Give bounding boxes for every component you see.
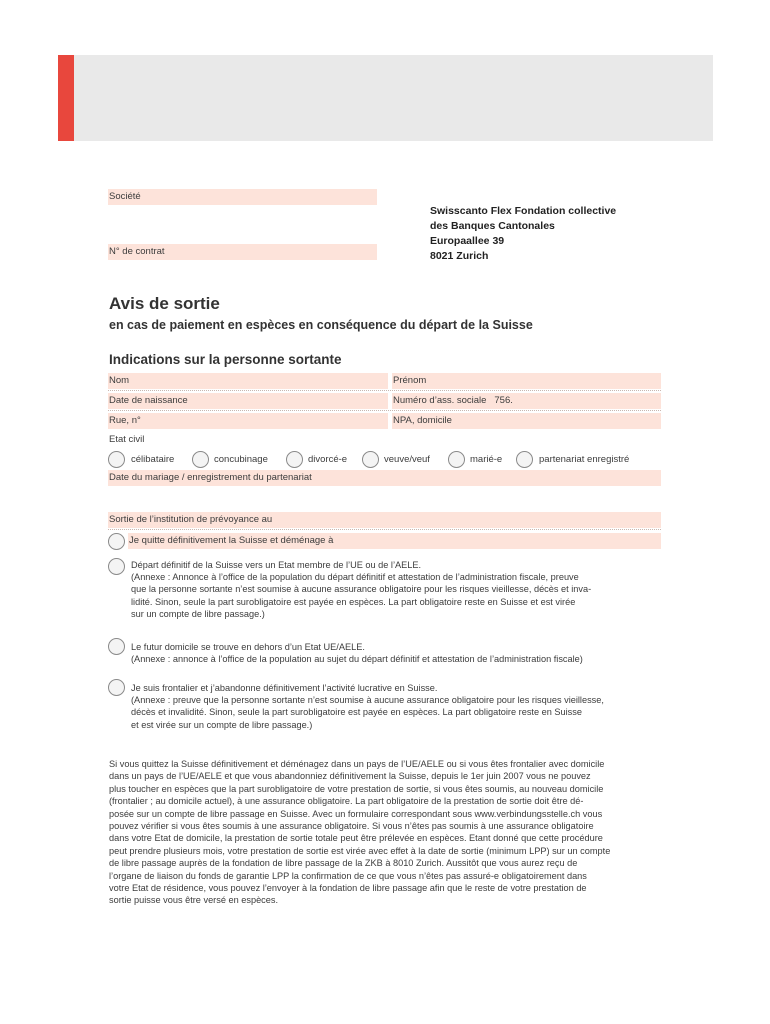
address-line: des Banques Cantonales: [430, 220, 555, 232]
date-mariage-field[interactable]: [108, 470, 661, 486]
option-line: (Annexe : Annonce à l’office de la population du départ définitif et attestation de l’administration fiscale, preuve: [131, 572, 579, 583]
info-line: sortie puisse vous être versé en espèces.: [109, 895, 279, 906]
info-line: plus toucher en espèces que la part surobligatoire de votre prestation de sortie, si vous êtes soumis, au nouveau domicile: [109, 783, 604, 794]
date-naissance-label: Date de naissance: [109, 395, 188, 406]
info-line: Si vous quittez la Suisse définitivement et déménagez dans un pays de l’UE/AELE ou si vous êtes frontalier avec domicile: [109, 759, 605, 769]
quit-label: Je quitte définitivement la Suisse et déménage à: [129, 535, 334, 546]
recipient-address: [430, 204, 616, 264]
status-label: veuve/veuf: [384, 454, 430, 465]
option-frontalier-text: [131, 682, 604, 731]
info-line: l’organe de liaison du fonds de garantie LPP la confirmation de ce que vous n’êtes pas assuré-e obligatoirement dans: [109, 870, 587, 881]
status-label: célibataire: [131, 454, 175, 465]
npa-label: NPA, domicile: [393, 415, 452, 426]
option-line: lidité. Sinon, seule la part surobligatoire est payée en espèces. La part obligatoire reste en Suisse et est virée: [131, 596, 576, 607]
radio-option-frontalier[interactable]: [108, 679, 125, 696]
info-line: pouvez vérifier si vous êtes soumis à une assurance obligatoire. Si vous n’êtes pas soumis à une assurance obligatoire: [109, 821, 594, 832]
section-title-person: Indications sur la personne sortante: [109, 352, 342, 367]
option-hors-ue-text: [131, 641, 583, 665]
prenom-field[interactable]: [392, 373, 661, 389]
etat-civil-label: Etat civil: [109, 434, 145, 445]
page-title: Avis de sortie: [109, 294, 220, 313]
address-line: 8021 Zurich: [430, 250, 489, 262]
option-line: (Annexe : annonce à l’office de la population au sujet du départ définitif et attestation de l’administration fiscale): [131, 654, 583, 665]
status-label: marié-e: [470, 454, 503, 465]
npa-field[interactable]: [392, 413, 661, 429]
nom-field[interactable]: [108, 373, 388, 389]
radio-marie[interactable]: [448, 451, 465, 468]
brand-bar: [58, 55, 74, 141]
option-line: (Annexe : preuve que la personne sortante n’est soumise à aucune assurance obligatoire pour les risques vieillesse,: [131, 695, 604, 706]
option-line: que la personne sortante n’est soumise à aucune assurance obligatoire pour les risques vieillesse, décès et inva-: [131, 584, 592, 595]
page-subtitle: en cas de paiement en espèces en conséquence du départ de la Suisse: [109, 318, 533, 332]
radio-partenariat[interactable]: [516, 451, 533, 468]
numero-avs-label: Numéro d’ass. sociale 756.: [393, 395, 513, 406]
radio-concubinage[interactable]: [192, 451, 209, 468]
societe-field[interactable]: [108, 189, 377, 205]
radio-divorce[interactable]: [286, 451, 303, 468]
date-naissance-field[interactable]: [108, 393, 388, 409]
divider: [108, 529, 661, 530]
option-ue-aele-text: [131, 559, 591, 620]
status-label: partenariat enregistré: [539, 454, 630, 465]
sortie-label: Sortie de l’institution de prévoyance au: [109, 514, 273, 525]
info-line: (frontalier ; au domicile actuel), à une assurance obligatoire. La part obligatoire de la prestation de sortie doit être dé-: [109, 796, 584, 807]
info-line: dans un pays de l’UE/AELE et que vous abandonniez définitivement la Suisse, depuis le 1er juin 2007 vous ne pouvez: [109, 771, 591, 782]
option-line: sur un compte de libre passage.): [131, 608, 265, 619]
divider: [108, 390, 661, 391]
option-line: Le futur domicile se trouve en dehors d’un Etat UE/AELE.: [131, 642, 365, 652]
contrat-field[interactable]: [108, 244, 377, 260]
contrat-label: N° de contrat: [109, 246, 165, 257]
status-label: concubinage: [214, 454, 268, 465]
radio-quit-switzerland[interactable]: [108, 533, 125, 550]
status-label: divorcé-e: [308, 454, 348, 465]
option-line: et est virée sur un compte de libre passage.): [131, 719, 313, 730]
radio-celibataire[interactable]: [108, 451, 125, 468]
info-line: de libre passage auprès de la fondation de libre passage de la ZKB à 8010 Zurich. Aussitôt que vous aurez reçu de: [109, 858, 578, 869]
sortie-date-field[interactable]: [108, 512, 661, 528]
header-band: [58, 55, 713, 141]
address-line: Swisscanto Flex Fondation collective: [430, 205, 617, 217]
info-line: votre Etat de résidence, vous pouvez l’envoyer à la fondation de libre passage afin que le reste de votre prestation de: [109, 883, 587, 894]
address-line: Europaallee 39: [430, 235, 505, 247]
destination-field[interactable]: [128, 533, 661, 549]
info-paragraph: [109, 758, 610, 907]
info-line: posée sur un compte de libre passage en Suisse. Avec un formulaire correspondant sous www.verbindungsstelle.ch vous: [109, 808, 603, 819]
radio-option-hors-ue[interactable]: [108, 638, 125, 655]
nom-label: Nom: [109, 375, 130, 386]
radio-veuf[interactable]: [362, 451, 379, 468]
divider: [108, 410, 661, 411]
societe-label: Société: [109, 191, 141, 202]
prenom-label: Prénom: [393, 375, 427, 386]
date-mariage-label: Date du mariage / enregistrement du partenariat: [109, 472, 312, 483]
numero-avs-field[interactable]: [392, 393, 661, 409]
option-line: Je suis frontalier et j’abandonne définitivement l’activité lucrative en Suisse.: [131, 683, 438, 693]
rue-label: Rue, n°: [109, 415, 141, 426]
info-line: peut prendre plusieurs mois, votre prestation de sortie est virée avec effet à la date de sortie (minimum LPP) sur un compte: [109, 845, 611, 856]
option-line: Départ définitif de la Suisse vers un Etat membre de l’UE ou de l’AELE.: [131, 560, 422, 570]
info-line: dans votre Etat de domicile, la prestation de sortie totale peut être prélevée en espèces. Etant donné que cette procédure: [109, 833, 603, 844]
rue-field[interactable]: [108, 413, 388, 429]
radio-option-ue-aele[interactable]: [108, 558, 125, 575]
option-line: décès et invalidité. Sinon, seule la part surobligatoire est payée en espèces. La part obligatoire reste en Suisse: [131, 707, 582, 718]
